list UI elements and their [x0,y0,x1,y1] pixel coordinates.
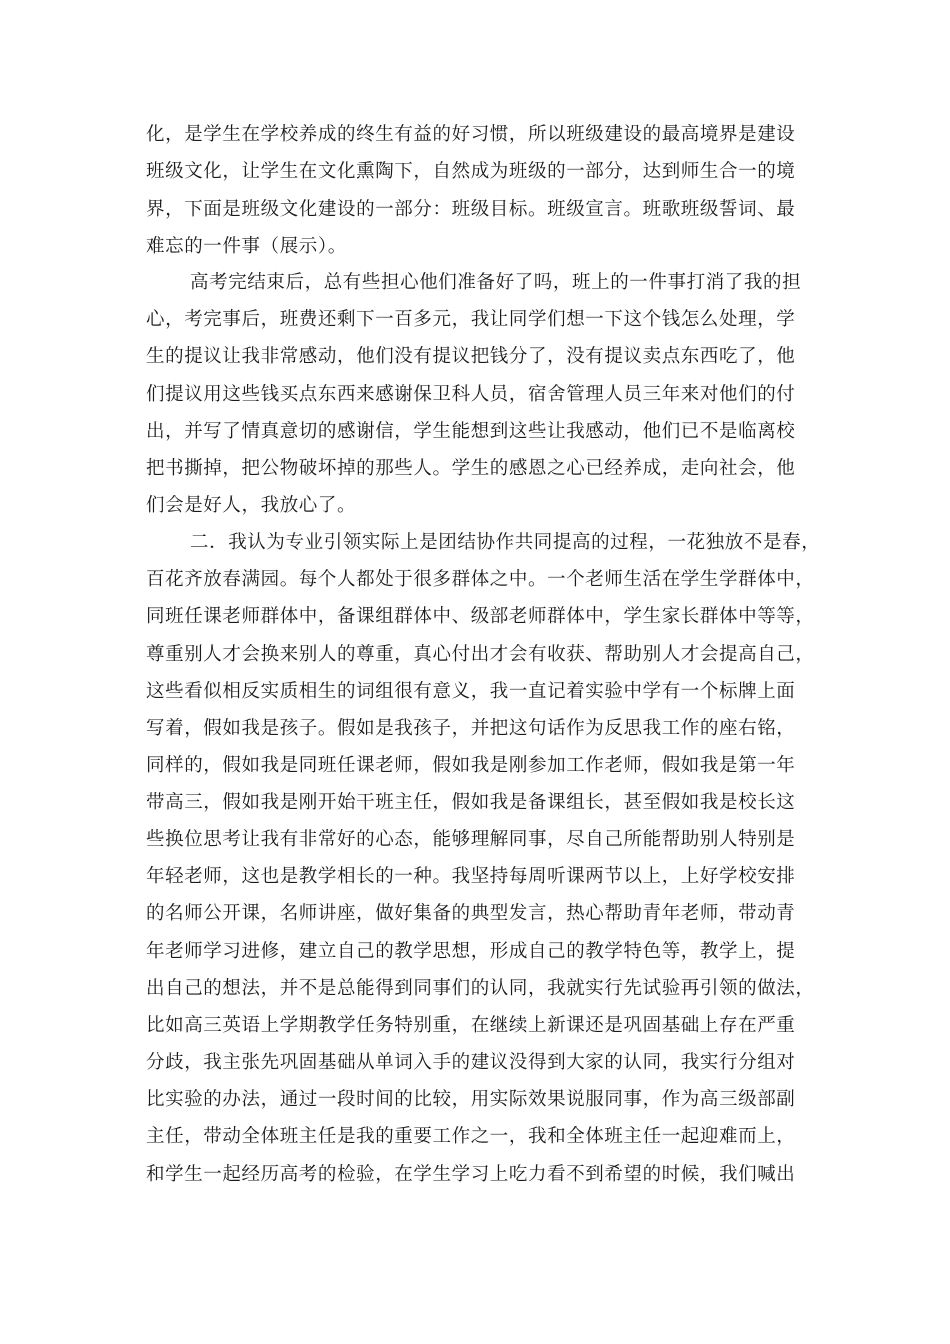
text-line: 界，下面是班级文化建设的一部分：班级目标。班级宣言。班歌班级誓词、最 [146,199,796,220]
text-line: 分歧，我主张先巩固基础从单词入手的建议没得到大家的认同，我实行分组对 [146,1052,796,1073]
text-line: 写着，假如我是孩子。假如是我孩子，并把这句话作为反思我工作的座右铭， [146,718,796,739]
text-line: 同样的，假如我是同班任课老师，假如我是刚参加工作老师，假如我是第一年 [146,755,796,776]
text-line: 带高三，假如我是刚开始干班主任，假如我是备课组长，甚至假如我是校长这 [146,792,796,813]
text-line: 些换位思考让我有非常好的心态，能够理解同事，尽自己所能帮助别人特别是 [146,829,796,850]
text-line: 生的提议让我非常感动，他们没有提议把钱分了，没有提议卖点东西吃了，他 [146,346,796,367]
text-line: 百花齐放春满园。每个人都处于很多群体之中。一个老师生活在学生学群体中， [146,569,815,590]
text-line: 班级文化，让学生在文化熏陶下，自然成为班级的一部分，达到师生合一的境 [146,161,796,182]
text-line: 出，并写了情真意切的感谢信，学生能想到这些让我感动，他们已不是临离校 [146,421,796,442]
text-line: 的名师公开课，名师讲座，做好集备的典型发言，热心帮助青年老师，带动青 [146,903,796,924]
text-line: 和学生一起经历高考的检验，在学生学习上吃力看不到希望的时候，我们喊出 [146,1164,796,1185]
text-line: 比如高三英语上学期教学任务特别重，在继续上新课还是巩固基础上存在严重 [146,1015,796,1036]
text-line: 主任，带动全体班主任是我的重要工作之一，我和全体班主任一起迎难而上， [146,1126,796,1147]
text-line: 难忘的一件事（展示）。 [146,236,347,257]
text-line: 们会是好人，我放心了。 [146,495,357,516]
text-line: 年轻老师，这也是教学相长的一种。我坚持每周听课两节以上，上好学校安排 [146,866,796,887]
paragraph-first-line: 二．我认为专业引领实际上是团结协作共同提高的过程，一花独放不是春， [190,532,821,553]
text-line: 化，是学生在学校养成的终生有益的好习惯，所以班级建设的最高境界是建设 [146,124,796,145]
text-line: 尊重别人才会换来别人的尊重，真心付出才会有收获、帮助别人才会提高自己， [146,644,815,665]
text-line: 把书撕掉，把公物破坏掉的那些人。学生的感恩之心已经养成，走向社会，他 [146,458,796,479]
text-line: 出自己的想法，并不是总能得到同事们的认同，我就实行先试验再引领的做法， [146,978,815,999]
paragraph-first-line: 高考完结束后，总有些担心他们准备好了吗，班上的一件事打消了我的担 [190,272,802,293]
text-line: 比实验的办法，通过一段时间的比较，用实际效果说服同事，作为高三级部副 [146,1089,796,1110]
text-line: 这些看似相反实质相生的词组很有意义，我一直记着实验中学有一个标牌上面 [146,681,796,702]
text-line: 年老师学习进修，建立自己的教学思想，形成自己的教学特色等，教学上，提 [146,941,796,962]
text-line: 们提议用这些钱买点东西来感谢保卫科人员，宿舍管理人员三年来对他们的付 [146,384,796,405]
text-line: 心，考完事后，班费还剩下一百多元，我让同学们想一下这个钱怎么处理，学 [146,309,796,330]
text-line: 同班任课老师群体中，备课组群体中、级部老师群体中，学生家长群体中等等， [146,606,815,627]
